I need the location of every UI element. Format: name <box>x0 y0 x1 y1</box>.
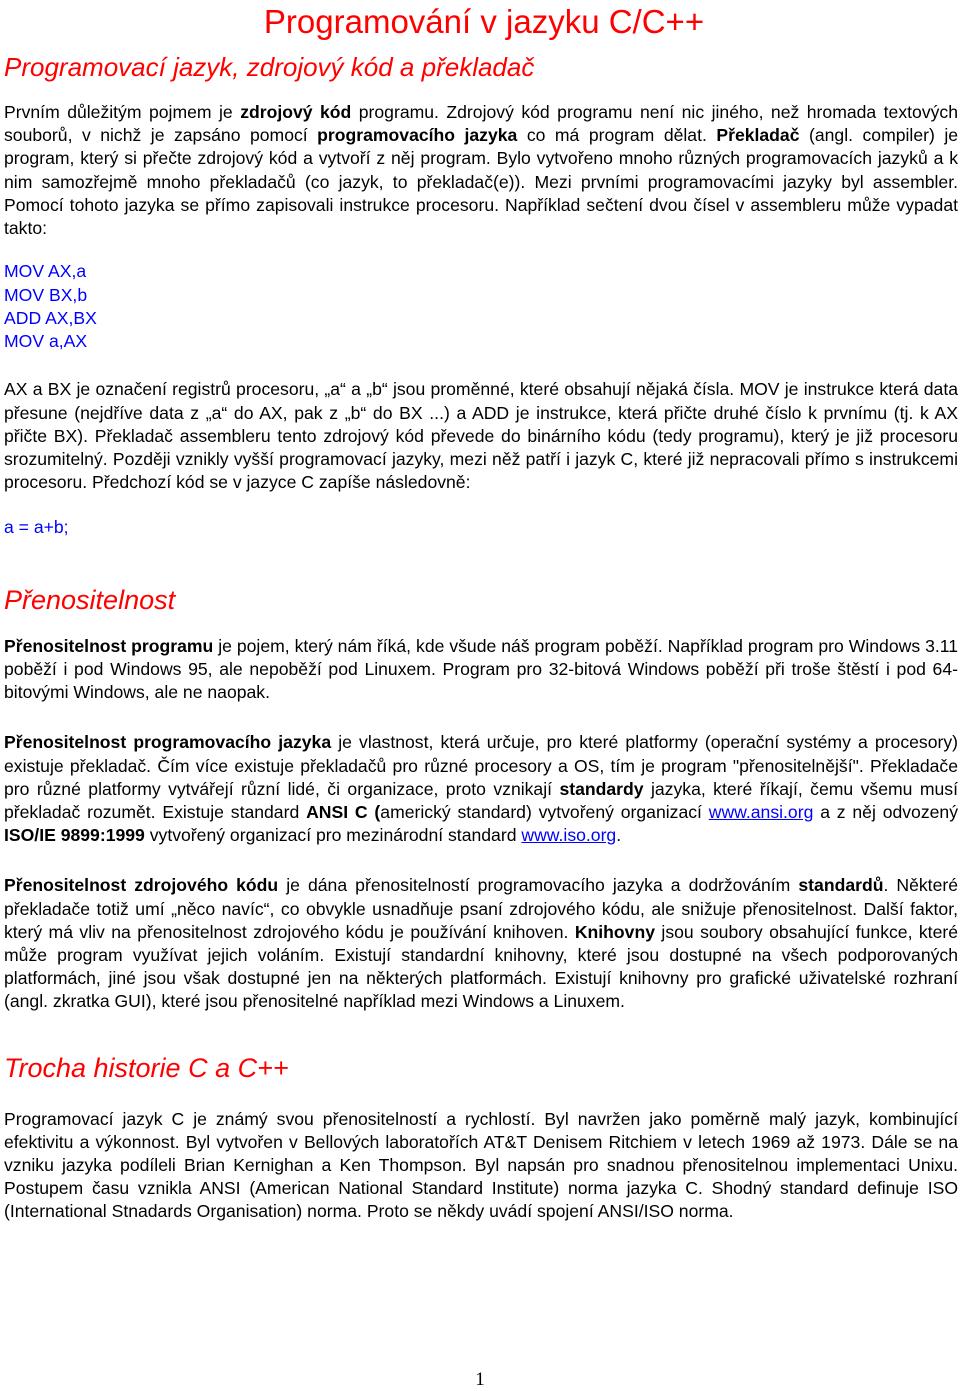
code-line: MOV AX,a <box>4 261 87 282</box>
code-line: MOV BX,b <box>4 284 88 305</box>
text-run: je dána přenositelností programovacího jazyka a dodržováním <box>278 875 799 896</box>
assembler-code-block <box>4 260 958 353</box>
paragraph-program-portability <box>4 635 958 705</box>
term-libraries: Knihovny <box>574 921 655 942</box>
text-run: co má program dělat. <box>517 125 717 146</box>
section-heading-portability: Přenositelnost <box>4 584 176 615</box>
paragraph-source-portability <box>4 874 958 1013</box>
paragraph-intro <box>4 101 958 240</box>
section-heading-compiler: Programovací jazyk, zdrojový kód a překladač <box>4 52 535 82</box>
text-run: . Některé překladače totiž umí „něco navíc“, co obvykle usnadňuje psaní zdrojového kódu, ale snižuje přenositelnost. Další faktor, který má vliv na přenositelnost zdrojového kódu je používání knihoven. <box>4 875 959 942</box>
text-run: (angl. compiler) je program, který si přečte zdrojový kód a vytvoří z něj program. Bylo vytvořeno mnoho různých programovacích jazyků a k nim samozřejmě mnoho překladačů (co jazyk, to překladač(e)). Mezi prvními programovacími jazyky byl assembler. Pomocí tohoto jazyka se přímo zapisovali instrukce procesoru. Například sečtení dvou čísel v assembleru může vypadat takto: <box>4 125 959 239</box>
term-standards: standardy <box>559 778 644 799</box>
term-ansi-c: ANSI C ( <box>306 801 381 822</box>
text-run: je vlastnost, která určuje, pro které platformy (operační systémy a procesory) existuje překladač. Čím více existuje překladačů pro různé procesory a OS, tím je program "přenositelnější". Překladače pro různé platformy vytvářejí různí lidé, či organizace, proto vznikají <box>4 732 958 799</box>
text-run: jazyka, které říkají, čemu všemu musí překladač rozumět. Existuje standard <box>4 778 958 822</box>
text-run: je pojem, který nám říká, kde všude náš program poběží. Například program pro Windows 3.11 poběží i pod Windows 95, ale nepoběží pod Linuxem. Program pro 32-bitová Windows poběží při troše štěstí i pod 64-bitovými Windows, ale ne naopak. <box>4 635 959 703</box>
text-run: programu. Zdrojový kód programu není nic jiného, než hromada textových souborů, v nichž je zapsáno pomocí <box>4 102 958 146</box>
text-run: vytvořený organizací pro mezinárodní standard <box>144 825 522 846</box>
document-title: Programování v jazyku C/C++ <box>263 3 705 40</box>
link-iso[interactable]: www.iso.org <box>521 825 617 846</box>
paragraph-history: Programovací jazyk C je známý svou přenositelností a rychlostí. Byl navržen jako poměrně malý jazyk, kombinující efektivitu a výkonnost. Byl vytvořen v Bellových laboratořích AT&T Denisem Ritchiem v letech 1969 až 1973. Dále se na vzniku jazyka podíleli Brian Kernighan a Ken Thompson. Byl napsán pro snadnou přenositelnou implementaci Unixu. Postupem času vznikla ANSI (American National Standard Institute) norma jazyka C. Shodný standard definuje ISO (International Stnadards Organisation) norma. Proto se někdy uvádí spojení ANSI/ISO norma. <box>4 1108 958 1222</box>
term-standards-plural: standardů <box>798 875 884 896</box>
term-language-portability: Přenositelnost programovacího jazyka <box>4 732 332 753</box>
page-number: 1 <box>475 1369 485 1390</box>
code-line: ADD AX,BX <box>4 307 97 328</box>
text-run: Prvním důležitým pojmem je <box>4 102 241 122</box>
c-code-line: a = a+b; <box>4 517 69 538</box>
term-compiler: Překladač <box>716 125 800 146</box>
text-run: a z něj odvozený <box>813 801 959 822</box>
term-source-portability: Přenositelnost zdrojového kódu <box>4 875 279 896</box>
term-source-code: zdrojový kód <box>240 102 352 122</box>
text-run: . <box>616 825 622 846</box>
term-iso-standard: ISO/IE 9899:1999 <box>4 825 145 846</box>
text-run: americký standard) vytvořený organizací <box>380 801 709 822</box>
text-run: jsou soubory obsahující funkce, které může program využívat jejich voláním. Existují standardní knihovny, které jsou dostupné na všech podporovaných platformách, jiné jsou však dostupné jen na některých platformách. Existují knihovny pro grafické uživatelské rozhraní (angl. zkratka GUI), které jsou přenositelné například mezi Windows a Linuxem. <box>4 921 958 1012</box>
document-page <box>4 0 958 1224</box>
term-program-portability: Přenositelnost programu <box>4 635 214 656</box>
paragraph-registers: AX a BX je označení registrů procesoru, „a“ a „b“ jsou proměnné, které obsahují nějaká čísla. MOV je instrukce která data přesune (nejdříve data z „a“ do AX, pak z „b“ do BX ...) a ADD je instrukce, která přičte druhé číslo k prvnímu (tj. k AX přičte BX). Překladač assembleru tento zdrojový kód převede do binárního kódu (tedy programu), který je již procesoru srozumitelný. Později vznikly vyšší programovací jazyky, mezi něž patří i jazyk C, které již nepracovali přímo s instrukcemi procesoru. Předchozí kód se v jazyce C zapíše následovně: <box>4 379 958 493</box>
paragraph-language-portability <box>4 731 958 847</box>
section-heading-history: Trocha historie C a C++ <box>4 1052 289 1083</box>
term-programming-language: programovacího jazyka <box>317 125 518 146</box>
code-line: MOV a,AX <box>4 331 88 352</box>
link-ansi[interactable]: www.ansi.org <box>708 801 814 822</box>
